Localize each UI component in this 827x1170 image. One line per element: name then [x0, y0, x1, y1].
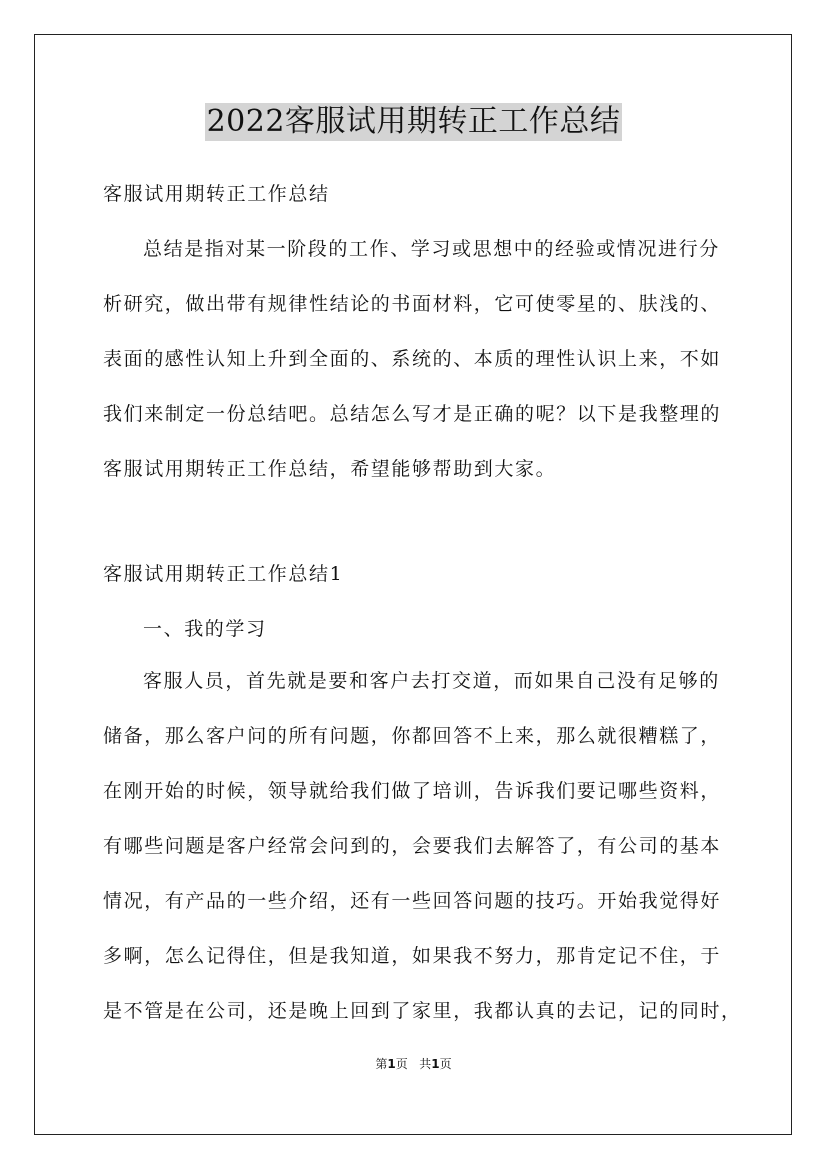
document-title: 2022客服试用期转正工作总结	[206, 104, 621, 139]
paragraph-line: 客服人员，首先就是要和客户去打交道，而如果自己没有足够的	[143, 670, 720, 692]
total-suffix: 页	[439, 1057, 452, 1071]
paragraph-line: 多啊，怎么记得住，但是我知道，如果我不努力，那肯定记不住，于	[103, 945, 722, 967]
section-heading: 客服试用期转正工作总结	[103, 183, 330, 205]
paragraph-line: 在刚开始的时候，领导就给我们做了培训，告诉我们要记哪些资料，	[103, 780, 722, 802]
page-footer	[0, 1056, 827, 1072]
paragraph-line: 析研究，做出带有规律性结论的书面材料，它可使零星的、肤浅的、	[103, 293, 722, 315]
paragraph-line: 客服试用期转正工作总结，希望能够帮助到大家。	[103, 458, 557, 480]
title-container	[0, 103, 827, 141]
page-suffix: 页	[395, 1057, 408, 1071]
paragraph-line: 储备，那么客户问的所有问题，你都回答不上来，那么就很糟糕了，	[103, 725, 722, 747]
section-heading: 客服试用期转正工作总结1	[103, 563, 344, 585]
paragraph-line: 总结是指对某一阶段的工作、学习或思想中的经验或情况进行分	[143, 238, 720, 260]
paragraph-line: 有哪些问题是客户经常会问到的，会要我们去解答了，有公司的基本	[103, 835, 722, 857]
paragraph-line: 表面的感性认知上升到全面的、系统的、本质的理性认识上来，不如	[103, 348, 722, 370]
paragraph-line: 我们来制定一份总结吧。总结怎么写才是正确的呢？以下是我整理的	[103, 403, 722, 425]
total-prefix: 共	[419, 1057, 432, 1071]
page-number: 1	[387, 1057, 396, 1071]
subsection-heading: 一、我的学习	[143, 618, 267, 640]
paragraph-line: 情况，有产品的一些介绍，还有一些回答问题的技巧。开始我觉得好	[103, 890, 722, 912]
page-prefix: 第	[375, 1057, 388, 1071]
total-pages: 1	[431, 1057, 440, 1071]
paragraph-line: 是不管是在公司，还是晚上回到了家里，我都认真的去记，记的同时，	[103, 1000, 742, 1022]
